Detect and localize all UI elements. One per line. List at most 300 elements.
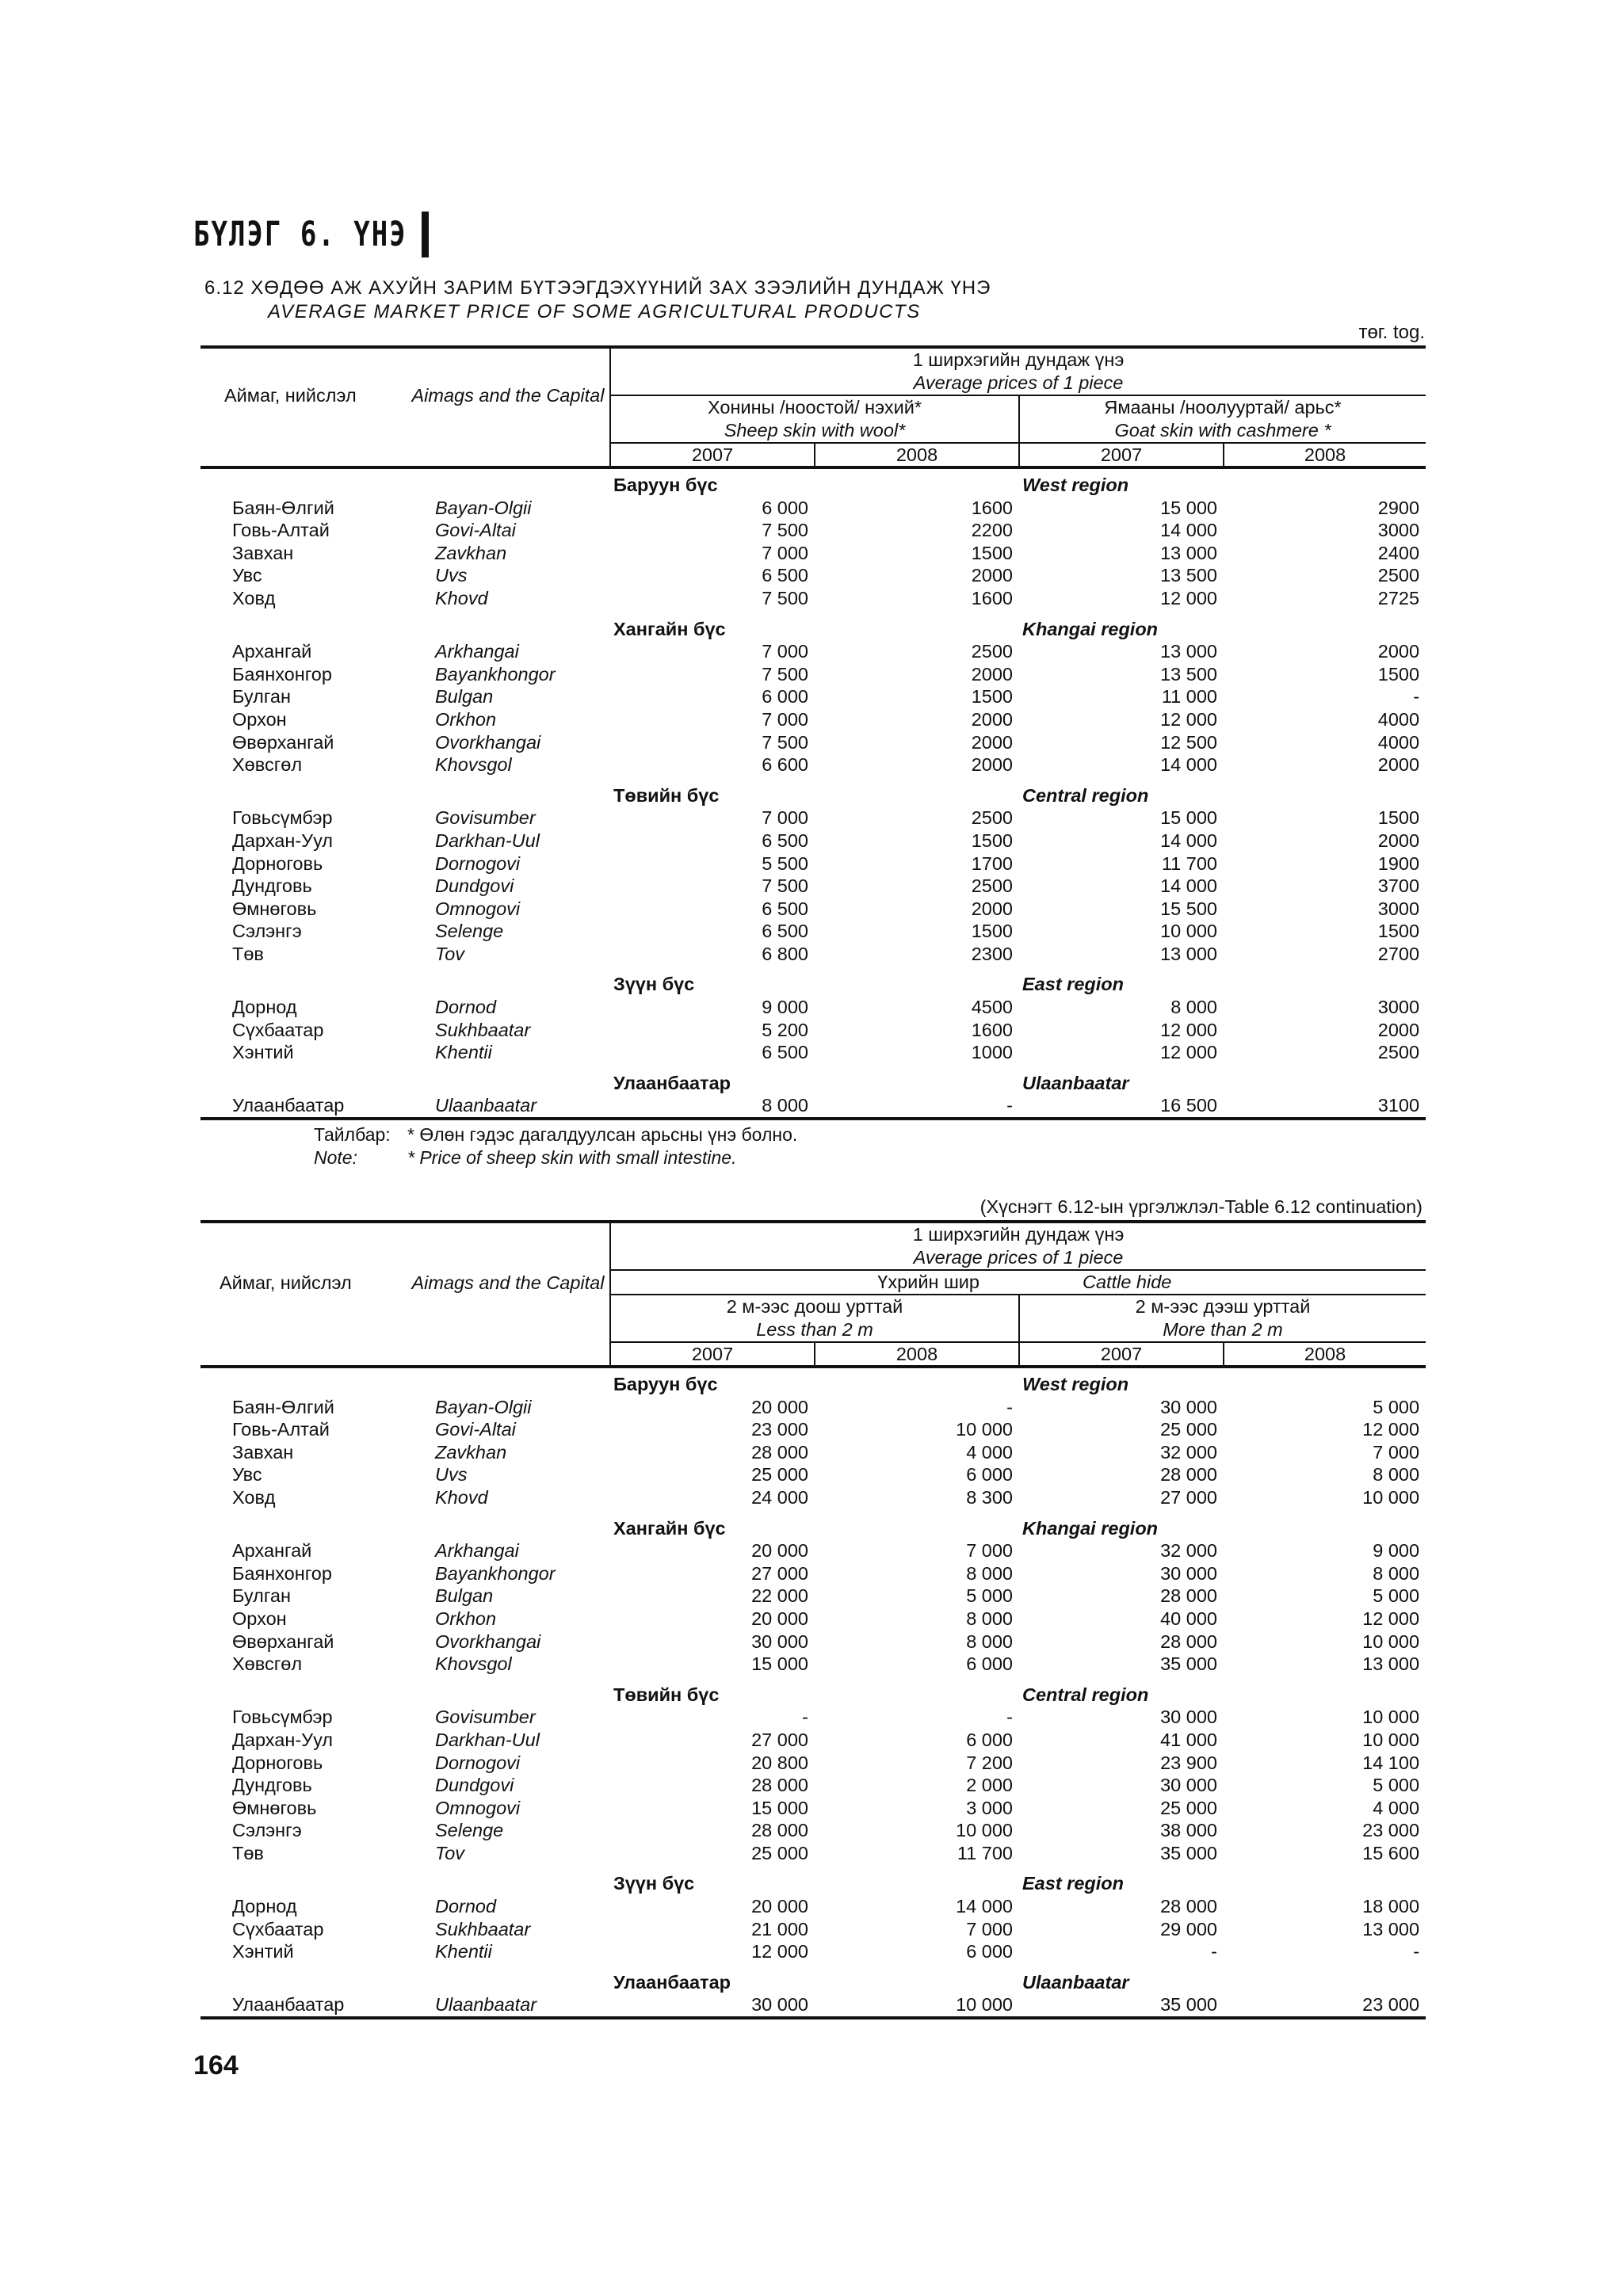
aimag-name-mn: Говьсүмбэр — [232, 807, 333, 829]
price-cell: 8 000 — [966, 1608, 1013, 1629]
region-header-row — [200, 1676, 1426, 1707]
aimag-name-en: Khovd — [435, 1486, 488, 1508]
table-row — [200, 1842, 1426, 1865]
table-row — [200, 1918, 1426, 1941]
price-cell: 2000 — [1377, 641, 1420, 662]
header-year: 2008 — [1224, 1342, 1426, 1367]
header-aimag-mn: Аймаг, нийслэл — [200, 347, 407, 443]
table-row — [200, 1993, 1426, 2018]
header-group1-en: Less than 2 m — [610, 1318, 1019, 1342]
header-group2-en: Goat skin with cashmere * — [1019, 419, 1426, 443]
price-cell: 7 000 — [966, 1918, 1013, 1939]
aimag-name-mn: Сэлэнгэ — [232, 1820, 302, 1841]
header-aimag-en: Aimags and the Capital — [407, 347, 610, 443]
aimag-name-mn: Өвөрхангай — [232, 1630, 334, 1652]
aimag-name-en: Uvs — [435, 1464, 468, 1486]
price-cell: 7 000 — [762, 807, 808, 829]
price-cell: 2300 — [971, 943, 1013, 964]
header-aimag-en: Aimags and the Capital — [407, 1222, 610, 1342]
region-name-en: Khangai region — [1022, 1517, 1159, 1539]
price-cell: 10 000 — [956, 1820, 1013, 1841]
chapter-header — [193, 212, 429, 257]
aimag-name-mn: Орхон — [232, 1608, 287, 1629]
aimag-name-mn: Дундговь — [232, 1775, 312, 1796]
aimag-name-en: Arkhangai — [435, 641, 519, 662]
header-year: 2008 — [815, 1342, 1019, 1367]
price-cell: 29 000 — [1160, 1918, 1217, 1939]
price-cell: 38 000 — [1160, 1820, 1217, 1841]
price-cell: 10 000 — [1362, 1729, 1420, 1750]
price-cell: 6 500 — [762, 1042, 808, 1063]
table-row — [200, 708, 1426, 731]
header-group1-mn: 2 м-ээс доош урттай — [610, 1295, 1019, 1318]
aimag-name-mn: Орхон — [232, 708, 287, 730]
price-cell: 1600 — [971, 587, 1013, 608]
table-sheep-goat — [200, 345, 1426, 1120]
header-group2-mn: 2 м-ээс дээш урттай — [1019, 1295, 1426, 1318]
note-text-en: * Price of sheep skin with small intestine. — [407, 1147, 737, 1168]
aimag-name-en: Tov — [435, 943, 465, 964]
price-cell: 30 000 — [610, 1993, 815, 2018]
price-cell: 2000 — [1377, 830, 1420, 851]
price-cell: 20 000 — [751, 1396, 808, 1417]
price-cell: 2000 — [971, 708, 1013, 730]
aimag-name-mn: Дорнод — [232, 1896, 297, 1917]
aimag-name-en: Ulaanbaatar — [407, 1993, 610, 2018]
aimag-name-mn: Баян-Өлгий — [232, 497, 334, 518]
price-cell: 6 500 — [762, 830, 808, 851]
table-row — [200, 830, 1426, 852]
price-cell: 2900 — [1377, 497, 1420, 518]
price-cell: 2500 — [971, 875, 1013, 897]
price-cell: 12 000 — [1160, 708, 1217, 730]
price-cell: 8 000 — [966, 1562, 1013, 1584]
table-row — [200, 1562, 1426, 1585]
table-row — [200, 920, 1426, 943]
region-header-row — [200, 1064, 1426, 1095]
aimag-name-en: Khovsgol — [435, 1653, 512, 1675]
aimag-name-en: Selenge — [435, 921, 504, 942]
header-avg-mn: 1 ширхэгийн дундаж үнэ — [610, 1222, 1426, 1246]
note-text-mn: * Өлөн гэдэс дагалдуулсан арьсны үнэ болно. — [407, 1124, 798, 1145]
region-name-mn: Баруун бүс — [613, 1374, 718, 1394]
price-cell: 1700 — [971, 852, 1013, 874]
table-row — [200, 1706, 1426, 1729]
price-cell: 2000 — [971, 898, 1013, 919]
table-row — [200, 1539, 1426, 1562]
price-cell: 23 000 — [1362, 1820, 1420, 1841]
aimag-name-en: Dornogovi — [435, 852, 521, 874]
table-row — [200, 497, 1426, 520]
price-cell: 8 000 — [1170, 997, 1217, 1018]
price-cell: 2725 — [1377, 587, 1420, 608]
region-header-row — [200, 1864, 1426, 1895]
aimag-name-en: Orkhon — [435, 1608, 497, 1629]
table-row — [200, 731, 1426, 754]
price-cell: 35 000 — [1019, 1993, 1224, 2018]
table-2-header — [200, 1222, 1426, 1367]
price-cell: 15 600 — [1362, 1842, 1420, 1863]
table-row — [200, 898, 1426, 921]
price-cell: 30 000 — [1160, 1562, 1217, 1584]
price-cell: 6 000 — [966, 1653, 1013, 1675]
price-cell: 4 000 — [966, 1441, 1013, 1463]
price-cell: 5 000 — [1373, 1585, 1420, 1607]
price-cell: 3 000 — [966, 1797, 1013, 1818]
aimag-name-mn: Сэлэнгэ — [232, 921, 302, 942]
price-cell: 6 500 — [762, 898, 808, 919]
price-cell: - — [1413, 686, 1420, 707]
header-cattle-en: Cattle hide — [1019, 1270, 1426, 1295]
price-cell: 21 000 — [751, 1918, 808, 1939]
aimag-name-mn: Өмнөговь — [232, 898, 317, 919]
aimag-name-mn: Ховд — [232, 587, 276, 608]
header-year: 2008 — [815, 443, 1019, 467]
table-row — [200, 1797, 1426, 1820]
aimag-name-en: Orkhon — [435, 708, 497, 730]
price-cell: 15 000 — [751, 1797, 808, 1818]
price-cell: 9 000 — [1373, 1540, 1420, 1562]
table-row — [200, 1940, 1426, 1963]
table-row — [200, 753, 1426, 776]
header-avg-mn: 1 ширхэгийн дундаж үнэ — [610, 347, 1426, 372]
price-cell: 5 000 — [1373, 1396, 1420, 1417]
price-cell: 7 000 — [1373, 1441, 1420, 1463]
price-cell: 7 000 — [762, 542, 808, 563]
price-cell: 28 000 — [1160, 1630, 1217, 1652]
aimag-name-mn: Архангай — [232, 1540, 312, 1562]
table-row — [200, 996, 1426, 1019]
price-cell: 12 000 — [1160, 587, 1217, 608]
header-year: 2008 — [1224, 443, 1426, 467]
chapter-bar — [422, 212, 429, 257]
region-name-mn: Баруун бүс — [613, 475, 718, 495]
price-cell: 15 000 — [751, 1653, 808, 1675]
aimag-name-mn: Завхан — [232, 1441, 294, 1463]
price-cell: 28 000 — [751, 1820, 808, 1841]
price-cell: 7 500 — [762, 520, 808, 541]
price-cell: 15 000 — [1160, 497, 1217, 518]
table-row — [200, 943, 1426, 966]
table-row — [200, 1418, 1426, 1441]
price-cell: 7 500 — [762, 875, 808, 897]
region-header-row — [200, 467, 1426, 497]
table-cattle-hide — [200, 1220, 1426, 2019]
aimag-name-mn: Дорноговь — [232, 1752, 323, 1773]
aimag-name-mn: Дундговь — [232, 875, 312, 897]
aimag-name-mn: Хэнтий — [232, 1941, 294, 1962]
price-cell: 5 500 — [762, 852, 808, 874]
header-year: 2007 — [1019, 443, 1224, 467]
price-cell: 28 000 — [751, 1775, 808, 1796]
header-year: 2007 — [1019, 1342, 1224, 1367]
price-cell: 1900 — [1377, 852, 1420, 874]
price-cell: 7 000 — [762, 641, 808, 662]
price-cell: 1500 — [971, 921, 1013, 942]
note-label-mn: Тайлбар: — [314, 1124, 391, 1145]
table-row — [200, 1819, 1426, 1842]
table-title-mn: 6.12 ХӨДӨӨ АЖ АХУЙН ЗАРИМ БҮТЭЭГДЭХҮҮНИЙ ЗАХ ЗЭЭЛИЙН ДУНДАЖ ҮНЭ — [204, 277, 991, 299]
price-cell: 11 700 — [957, 1842, 1013, 1863]
price-cell: 10 000 — [1160, 921, 1217, 942]
price-cell: 2 000 — [966, 1775, 1013, 1796]
table-row — [200, 542, 1426, 565]
price-cell: 30 000 — [751, 1630, 808, 1652]
aimag-name-en: Ulaanbaatar — [407, 1094, 610, 1119]
aimag-name-en: Govi-Altai — [435, 520, 516, 541]
aimag-name-mn: Улаанбаатар — [200, 1993, 407, 2018]
table-row — [200, 1041, 1426, 1064]
price-cell: 6 600 — [762, 754, 808, 776]
table-row — [200, 640, 1426, 663]
price-cell: 14 000 — [956, 1896, 1013, 1917]
unit-label: төг. tog. — [1358, 322, 1425, 343]
page-number: 164 — [193, 2050, 239, 2081]
price-cell: 2000 — [971, 565, 1013, 586]
price-cell: 5 000 — [966, 1585, 1013, 1607]
aimag-name-en: Dundgovi — [435, 1775, 514, 1796]
table-row — [200, 1441, 1426, 1464]
price-cell: 6 500 — [762, 921, 808, 942]
price-cell: 32 000 — [1160, 1540, 1217, 1562]
region-name-en: Khangai region — [1022, 618, 1159, 639]
price-cell: 15 500 — [1160, 898, 1217, 919]
price-cell: 8 000 — [1373, 1464, 1420, 1486]
region-header-row — [200, 776, 1426, 807]
chapter-title: БҮЛЭГ 6. ҮНЭ — [193, 215, 407, 254]
price-cell: 13 000 — [1160, 542, 1217, 563]
table-1-header — [200, 347, 1426, 467]
aimag-name-mn: Дархан-Уул — [232, 1729, 334, 1750]
price-cell: 1500 — [971, 542, 1013, 563]
price-cell: 12 000 — [1362, 1419, 1420, 1440]
aimag-name-en: Ovorkhangai — [435, 731, 541, 753]
aimag-name-en: Bayankhongor — [435, 663, 556, 685]
price-cell: 10 000 — [956, 1419, 1013, 1440]
aimag-name-en: Khentii — [435, 1941, 492, 1962]
continuation-label: (Хүснэгт 6.12-ын үргэлжлэл-Table 6.12 continuation) — [980, 1196, 1423, 1217]
table-row — [200, 1019, 1426, 1042]
aimag-name-mn: Сүхбаатар — [232, 1918, 324, 1939]
price-cell: 8 300 — [966, 1486, 1013, 1508]
price-cell: 32 000 — [1160, 1441, 1217, 1463]
table-row — [200, 519, 1426, 542]
region-name-mn: Төвийн бүс — [613, 784, 720, 806]
footnote — [314, 1123, 797, 1169]
table-row — [200, 1653, 1426, 1676]
table-row — [200, 852, 1426, 875]
price-cell: 1500 — [971, 686, 1013, 707]
region-header-row — [200, 1509, 1426, 1540]
price-cell: 27 000 — [1160, 1486, 1217, 1508]
region-name-en: East region — [1022, 974, 1124, 995]
price-cell: 2700 — [1377, 943, 1420, 964]
region-name-mn: Хангайн бүс — [613, 618, 726, 639]
price-cell: 28 000 — [1160, 1896, 1217, 1917]
table-row — [200, 1630, 1426, 1653]
price-cell: 6 000 — [966, 1464, 1013, 1486]
price-cell: 6 000 — [966, 1941, 1013, 1962]
price-cell: 20 000 — [751, 1540, 808, 1562]
price-cell: 3000 — [1377, 520, 1420, 541]
price-cell: 30 000 — [1160, 1775, 1217, 1796]
price-cell: - — [1006, 1396, 1013, 1417]
price-cell: 8 000 — [1373, 1562, 1420, 1584]
aimag-name-en: Govi-Altai — [435, 1419, 516, 1440]
price-cell: 1600 — [971, 497, 1013, 518]
aimag-name-mn: Хөвсгөл — [232, 1653, 303, 1675]
price-cell: 12 000 — [1160, 1042, 1217, 1063]
price-cell: 2400 — [1377, 542, 1420, 563]
aimag-name-en: Darkhan-Uul — [435, 830, 540, 851]
aimag-name-mn: Сүхбаатар — [232, 1019, 324, 1040]
aimag-name-en: Zavkhan — [435, 542, 507, 563]
price-cell: 30 000 — [1160, 1707, 1217, 1728]
region-name-en: East region — [1022, 1873, 1124, 1894]
price-cell: 1500 — [1377, 921, 1420, 942]
price-cell: 10 000 — [1362, 1486, 1420, 1508]
price-cell: 2500 — [1377, 1042, 1420, 1063]
price-cell: 1500 — [1377, 807, 1420, 829]
price-cell: 2200 — [971, 520, 1013, 541]
price-cell: - — [1006, 1707, 1013, 1728]
price-cell: 2500 — [971, 807, 1013, 829]
price-cell: 4000 — [1377, 731, 1420, 753]
aimag-name-en: Khovd — [435, 587, 488, 608]
aimag-name-en: Tov — [435, 1842, 465, 1863]
price-table-1 — [200, 345, 1426, 1120]
price-cell: 7 200 — [966, 1752, 1013, 1773]
aimag-name-en: Bayan-Olgii — [435, 1396, 532, 1417]
aimag-name-en: Dundgovi — [435, 875, 514, 897]
aimag-name-en: Zavkhan — [435, 1441, 507, 1463]
region-name-en: West region — [1022, 1374, 1129, 1394]
aimag-name-en: Ovorkhangai — [435, 1630, 541, 1652]
header-cattle-mn: Үхрийн шир — [610, 1270, 1019, 1295]
price-table-2 — [200, 1220, 1426, 2019]
region-name-mn: Улаанбаатар — [613, 1971, 731, 1993]
price-cell: 8 000 — [966, 1630, 1013, 1652]
price-cell: - — [802, 1707, 808, 1728]
price-cell: 27 000 — [751, 1729, 808, 1750]
price-cell: 8 000 — [610, 1094, 815, 1119]
price-cell: 10 000 — [1362, 1630, 1420, 1652]
price-cell: 25 000 — [751, 1464, 808, 1486]
price-cell: 1500 — [971, 830, 1013, 851]
aimag-name-en: Selenge — [435, 1820, 504, 1841]
aimag-name-en: Govisumber — [435, 807, 536, 829]
region-name-en: Central region — [1022, 1684, 1149, 1705]
aimag-name-en: Darkhan-Uul — [435, 1729, 540, 1750]
note-label-en: Note: — [314, 1147, 357, 1168]
price-cell: 12 000 — [1362, 1608, 1420, 1629]
table-row — [200, 1094, 1426, 1119]
price-cell: 14 000 — [1160, 875, 1217, 897]
price-cell: 35 000 — [1160, 1842, 1217, 1863]
price-cell: 13 500 — [1160, 663, 1217, 685]
price-cell: - — [1413, 1941, 1420, 1962]
price-cell: 2500 — [971, 641, 1013, 662]
region-header-row — [200, 1963, 1426, 1994]
header-group2-en: More than 2 m — [1019, 1318, 1426, 1342]
aimag-name-mn: Баянхонгор — [232, 1562, 332, 1584]
header-year: 2007 — [610, 443, 815, 467]
aimag-name-en: Govisumber — [435, 1707, 536, 1728]
price-cell: 28 000 — [1160, 1585, 1217, 1607]
price-cell: 2500 — [1377, 565, 1420, 586]
price-cell: 14 100 — [1362, 1752, 1420, 1773]
region-name-mn: Хангайн бүс — [613, 1517, 726, 1539]
price-cell: - — [1211, 1941, 1217, 1962]
price-cell: 14 000 — [1160, 830, 1217, 851]
price-cell: 11 700 — [1161, 852, 1217, 874]
table-row — [200, 1774, 1426, 1797]
price-cell: 20 000 — [751, 1608, 808, 1629]
aimag-name-en: Dornogovi — [435, 1752, 521, 1773]
header-group1-mn: Хонины /ноостой/ нэхий* — [610, 395, 1019, 419]
table-row — [200, 564, 1426, 587]
price-cell: 16 500 — [1019, 1094, 1224, 1119]
aimag-name-en: Arkhangai — [435, 1540, 519, 1562]
table-row — [200, 685, 1426, 708]
price-cell: 23 900 — [1160, 1752, 1217, 1773]
price-cell: 12 000 — [751, 1941, 808, 1962]
price-cell: 6 000 — [762, 497, 808, 518]
region-name-mn: Зүүн бүс — [613, 1873, 695, 1894]
price-cell: 22 000 — [751, 1585, 808, 1607]
price-cell: 5 200 — [762, 1019, 808, 1040]
aimag-name-mn: Улаанбаатар — [200, 1094, 407, 1119]
aimag-name-mn: Хэнтий — [232, 1042, 294, 1063]
price-cell: 2000 — [1377, 1019, 1420, 1040]
price-cell: 7 500 — [762, 663, 808, 685]
price-cell: 23 000 — [751, 1419, 808, 1440]
header-group2-mn: Ямааны /ноолууртай/ арьс* — [1019, 395, 1426, 419]
table-row — [200, 663, 1426, 686]
aimag-name-en: Sukhbaatar — [435, 1918, 531, 1939]
region-name-en: Ulaanbaatar — [1022, 1971, 1129, 1993]
table-row — [200, 1463, 1426, 1486]
header-avg-en: Average prices of 1 piece — [610, 1246, 1426, 1270]
aimag-name-mn: Говь-Алтай — [232, 1419, 330, 1440]
aimag-name-mn: Өмнөговь — [232, 1797, 317, 1818]
region-name-mn: Төвийн бүс — [613, 1684, 720, 1705]
aimag-name-en: Khentii — [435, 1042, 492, 1063]
price-cell: 7 000 — [762, 708, 808, 730]
header-aimag-mn: Аймаг, нийслэл — [200, 1222, 407, 1342]
region-header-row — [200, 610, 1426, 641]
price-cell: 25 000 — [751, 1842, 808, 1863]
header-group1-en: Sheep skin with wool* — [610, 419, 1019, 443]
price-cell: 35 000 — [1160, 1653, 1217, 1675]
table-row — [200, 1608, 1426, 1630]
table-title-en: AVERAGE MARKET PRICE OF SOME AGRICULTURAL PRODUCTS — [268, 301, 921, 322]
aimag-name-mn: Өвөрхангай — [232, 731, 334, 753]
aimag-name-mn: Баян-Өлгий — [232, 1396, 334, 1417]
aimag-name-mn: Дархан-Уул — [232, 830, 334, 851]
aimag-name-mn: Архангай — [232, 641, 312, 662]
price-cell: 18 000 — [1362, 1896, 1420, 1917]
price-cell: 14 000 — [1160, 520, 1217, 541]
table-row — [200, 1396, 1426, 1419]
table-row — [200, 1752, 1426, 1775]
aimag-name-mn: Ховд — [232, 1486, 276, 1508]
price-cell: 7 000 — [966, 1540, 1013, 1562]
region-name-en: Ulaanbaatar — [1022, 1072, 1129, 1093]
price-cell: 25 000 — [1160, 1419, 1217, 1440]
aimag-name-mn: Дорноговь — [232, 852, 323, 874]
price-cell: 10 000 — [1362, 1707, 1420, 1728]
